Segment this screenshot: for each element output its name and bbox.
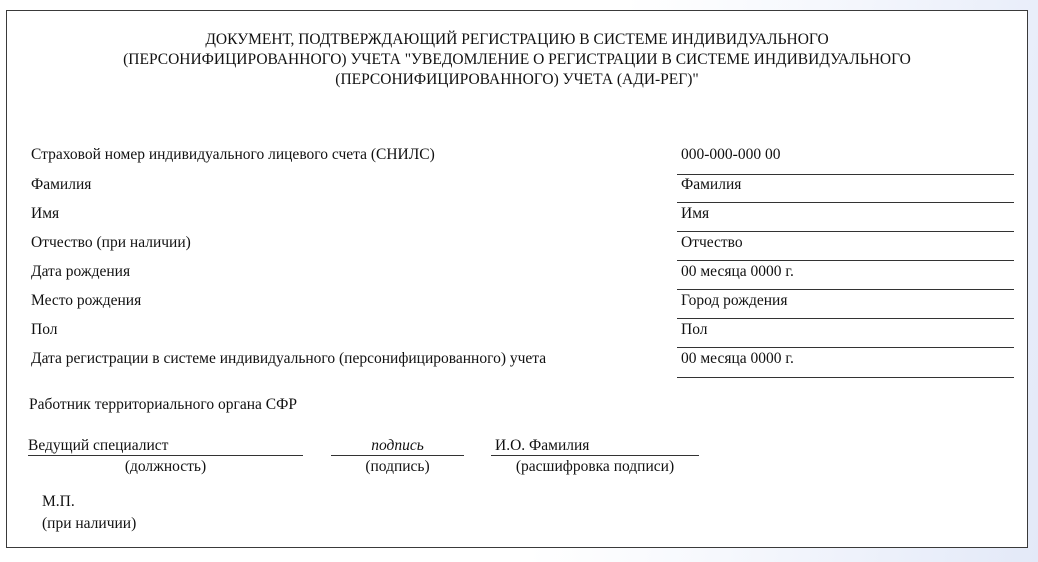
name-underline — [491, 455, 699, 456]
field-underline — [677, 377, 1014, 378]
field-underline — [677, 174, 1014, 175]
field-label-sex: Пол — [31, 321, 58, 338]
field-value-surname: Фамилия — [681, 176, 742, 193]
title-line-1: ДОКУМЕНТ, ПОДТВЕРЖДАЮЩИЙ РЕГИСТРАЦИЮ В СИСТЕМЕ ИНДИВИДУАЛЬНОГО — [205, 31, 829, 48]
field-value-name: Имя — [681, 205, 710, 222]
title-line-2: (ПЕРСОНИФИЦИРОВАННОГО) УЧЕТА "УВЕДОМЛЕНИЕ О РЕГИСТРАЦИИ В СИСТЕМЕ ИНДИВИДУАЛЬНОГО — [123, 51, 911, 68]
field-label-snils: Страховой номер индивидуального лицевого счета (СНИЛС) — [31, 146, 435, 163]
stamp-label: М.П. — [42, 493, 75, 510]
field-label-name: Имя — [31, 205, 60, 222]
field-underline — [677, 231, 1014, 232]
field-underline — [677, 289, 1014, 290]
registration-document — [6, 10, 1028, 548]
signature-caption: (подпись) — [365, 458, 430, 475]
field-label-birth-place: Место рождения — [31, 292, 142, 309]
stamp-note: (при наличии) — [42, 515, 137, 532]
field-value-birth-place: Город рождения — [681, 292, 788, 309]
field-value-birth-date: 00 месяца 0000 г. — [681, 263, 794, 280]
field-value-patronymic: Отчество — [681, 234, 743, 251]
field-value-registration-date: 00 месяца 0000 г. — [681, 350, 794, 367]
name-value: И.О. Фамилия — [495, 437, 590, 454]
title-line-3: (ПЕРСОНИФИЦИРОВАННОГО) УЧЕТА (АДИ-РЕГ)" — [335, 71, 699, 88]
position-caption: (должность) — [124, 458, 207, 475]
field-underline — [677, 318, 1014, 319]
field-value-snils: 000-000-000 00 — [681, 146, 781, 163]
field-underline — [677, 202, 1014, 203]
field-underline — [677, 260, 1014, 261]
field-value-sex: Пол — [681, 321, 708, 338]
field-underline — [677, 347, 1014, 348]
signature-value: подпись — [371, 437, 424, 454]
field-label-surname: Фамилия — [31, 176, 92, 193]
signature-underline — [331, 455, 464, 456]
document-title — [7, 30, 1027, 90]
field-label-registration-date: Дата регистрации в системе индивидуального (персонифицированного) учета — [31, 350, 547, 367]
field-label-birth-date: Дата рождения — [31, 263, 131, 280]
field-label-patronymic: Отчество (при наличии) — [31, 234, 191, 251]
position-underline — [28, 455, 303, 456]
worker-label: Работник территориального органа СФР — [29, 396, 297, 413]
position-value: Ведущий специалист — [28, 437, 169, 454]
name-caption: (расшифровка подписи) — [515, 458, 675, 475]
